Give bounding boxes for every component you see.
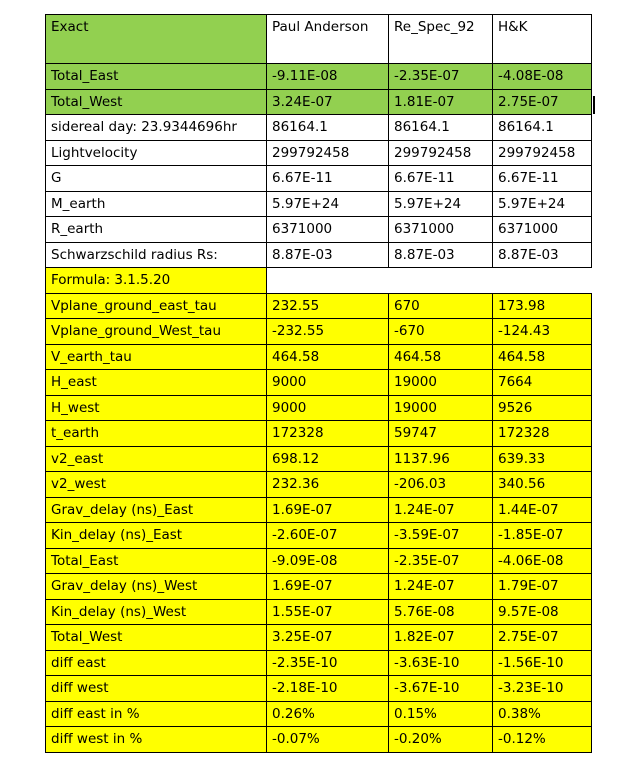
row-value-cell[interactable]: -1.85E-07 [493,523,592,549]
row-label-cell[interactable]: Lightvelocity [46,140,267,166]
row-value-cell[interactable]: 86164.1 [493,115,592,141]
row-value-cell[interactable]: 19000 [389,370,493,396]
row-value-cell[interactable]: 232.36 [267,472,389,498]
row-label-cell[interactable]: v2_east [46,446,267,472]
table-row [46,64,592,90]
table-row [46,115,592,141]
row-value-cell[interactable]: 6.67E-11 [267,166,389,192]
row-value-cell[interactable]: 5.76E-08 [389,599,493,625]
row-value-cell[interactable]: -124.43 [493,319,592,345]
row-value-cell[interactable]: 7664 [493,370,592,396]
table-row [46,548,592,574]
row-value-cell[interactable]: -2.35E-10 [267,650,389,676]
row-value-cell[interactable]: -2.18E-10 [267,676,389,702]
row-value-cell[interactable]: 59747 [389,421,493,447]
row-label-cell[interactable]: diff east in % [46,701,267,727]
row-value-cell[interactable]: 0.26% [267,701,389,727]
row-value-cell[interactable]: 5.97E+24 [493,191,592,217]
table-row [46,319,592,345]
row-value-cell[interactable]: 19000 [389,395,493,421]
table-row [46,140,592,166]
row-value-cell[interactable]: 9.57E-08 [493,599,592,625]
row-value-cell[interactable]: -206.03 [389,472,493,498]
table-row [46,523,592,549]
table-row [46,446,592,472]
row-value-cell[interactable]: -9.09E-08 [267,548,389,574]
row-value-cell[interactable]: 1.44E-07 [493,497,592,523]
table-row [46,293,592,319]
row-value-cell[interactable]: -3.67E-10 [389,676,493,702]
row-value-cell[interactable]: 9000 [267,395,389,421]
row-value-cell[interactable]: 5.97E+24 [267,191,389,217]
row-label-cell[interactable]: Schwarzschild radius Rs: [46,242,267,268]
row-value-cell[interactable]: -3.59E-07 [389,523,493,549]
row-label-cell[interactable]: diff west in % [46,727,267,753]
row-label-cell[interactable]: Vplane_ground_east_tau [46,293,267,319]
row-value-cell[interactable]: 1.24E-07 [389,497,493,523]
table-row [46,650,592,676]
row-value-cell[interactable]: 6371000 [493,217,592,243]
row-value-cell[interactable]: 8.87E-03 [493,242,592,268]
row-value-cell[interactable]: 5.97E+24 [389,191,493,217]
table-row [46,625,592,651]
row-label-cell[interactable]: diff west [46,676,267,702]
row-value-cell[interactable]: 9000 [267,370,389,396]
table-row [46,574,592,600]
row-value-cell[interactable]: 8.87E-03 [389,242,493,268]
row-label-cell[interactable]: H_west [46,395,267,421]
text-cursor [593,96,595,114]
row-value-cell[interactable]: 1.55E-07 [267,599,389,625]
header-column-hk[interactable]: H&K [493,15,592,64]
row-value-cell[interactable]: 86164.1 [389,115,493,141]
table-row [46,599,592,625]
table-row [46,395,592,421]
row-label-cell[interactable]: Formula: 3.1.5.20 [46,268,267,294]
row-value-cell[interactable]: -9.11E-08 [267,64,389,90]
table-row [46,268,592,294]
table-row [46,191,592,217]
row-value-cell[interactable]: -2.60E-07 [267,523,389,549]
row-value-cell [267,268,389,294]
row-value-cell[interactable]: 464.58 [389,344,493,370]
table-row [46,421,592,447]
row-value-cell[interactable]: 464.58 [267,344,389,370]
header-label-cell[interactable]: Exact [46,15,267,64]
row-value-cell[interactable]: -0.20% [389,727,493,753]
row-value-cell[interactable]: 1.79E-07 [493,574,592,600]
row-value-cell[interactable]: 8.87E-03 [267,242,389,268]
row-value-cell[interactable]: 3.25E-07 [267,625,389,651]
table-body [46,15,592,753]
row-value-cell[interactable]: 299792458 [493,140,592,166]
table-row [46,676,592,702]
row-value-cell[interactable]: 9526 [493,395,592,421]
row-value-cell[interactable]: 1137.96 [389,446,493,472]
table-row [46,472,592,498]
row-label-cell[interactable]: V_earth_tau [46,344,267,370]
row-value-cell[interactable]: -4.08E-08 [493,64,592,90]
row-value-cell[interactable]: 6.67E-11 [389,166,493,192]
row-value-cell[interactable]: 232.55 [267,293,389,319]
row-value-cell[interactable]: 464.58 [493,344,592,370]
row-value-cell[interactable]: 6371000 [389,217,493,243]
row-value-cell[interactable]: -0.07% [267,727,389,753]
row-value-cell[interactable]: -1.56E-10 [493,650,592,676]
row-value-cell[interactable]: 1.24E-07 [389,574,493,600]
row-value-cell[interactable]: -0.12% [493,727,592,753]
row-value-cell[interactable]: 299792458 [267,140,389,166]
row-value-cell [389,268,493,294]
row-value-cell [493,268,592,294]
row-label-cell[interactable]: Total_West [46,89,267,115]
row-value-cell[interactable]: 1.69E-07 [267,497,389,523]
row-value-cell[interactable]: 172328 [267,421,389,447]
table-row [46,370,592,396]
row-label-cell[interactable]: sidereal day: 23.9344696hr [46,115,267,141]
table-row [46,727,592,753]
row-value-cell[interactable]: 1.82E-07 [389,625,493,651]
row-value-cell[interactable]: -3.23E-10 [493,676,592,702]
row-label-cell[interactable]: Grav_delay (ns)_West [46,574,267,600]
table-row [46,344,592,370]
row-value-cell[interactable]: 172328 [493,421,592,447]
row-label-cell[interactable]: v2_west [46,472,267,498]
row-value-cell[interactable]: 2.75E-07 [493,625,592,651]
row-label-cell[interactable]: Kin_delay (ns)_West [46,599,267,625]
row-label-cell[interactable]: Grav_delay (ns)_East [46,497,267,523]
row-value-cell[interactable]: 698.12 [267,446,389,472]
row-value-cell[interactable]: 639.33 [493,446,592,472]
row-value-cell[interactable]: -2.35E-07 [389,548,493,574]
row-label-cell[interactable]: Total_West [46,625,267,651]
row-value-cell[interactable]: 0.15% [389,701,493,727]
table-row [46,89,592,115]
row-value-cell[interactable]: 299792458 [389,140,493,166]
row-label-cell[interactable]: Vplane_ground_West_tau [46,319,267,345]
table-row [46,497,592,523]
row-value-cell[interactable]: 3.24E-07 [267,89,389,115]
row-value-cell[interactable]: -232.55 [267,319,389,345]
row-label-cell[interactable]: M_earth [46,191,267,217]
header-column-re-spec-92[interactable]: Re_Spec_92 [389,15,493,64]
row-label-cell[interactable]: R_earth [46,217,267,243]
row-value-cell[interactable]: 86164.1 [267,115,389,141]
table-header-row [46,15,592,64]
row-label-cell[interactable]: H_east [46,370,267,396]
row-label-cell[interactable]: Total_East [46,64,267,90]
row-label-cell[interactable]: Total_East [46,548,267,574]
row-value-cell[interactable]: 670 [389,293,493,319]
row-label-cell[interactable]: Kin_delay (ns)_East [46,523,267,549]
row-value-cell[interactable]: -670 [389,319,493,345]
table-row [46,701,592,727]
row-value-cell[interactable]: -3.63E-10 [389,650,493,676]
row-label-cell[interactable]: G [46,166,267,192]
table-row [46,217,592,243]
table-row [46,166,592,192]
row-value-cell[interactable]: 6371000 [267,217,389,243]
row-label-cell[interactable]: diff east [46,650,267,676]
row-value-cell[interactable]: 2.75E-07 [493,89,592,115]
row-value-cell[interactable]: 173.98 [493,293,592,319]
data-table [45,14,592,753]
row-value-cell[interactable]: -2.35E-07 [389,64,493,90]
header-column-paul-anderson[interactable]: Paul Anderson [267,15,389,64]
row-value-cell[interactable]: -4.06E-08 [493,548,592,574]
row-value-cell[interactable]: 1.69E-07 [267,574,389,600]
row-value-cell[interactable]: 340.56 [493,472,592,498]
row-value-cell[interactable]: 6.67E-11 [493,166,592,192]
table-row [46,242,592,268]
row-value-cell[interactable]: 1.81E-07 [389,89,493,115]
row-label-cell[interactable]: t_earth [46,421,267,447]
row-value-cell[interactable]: 0.38% [493,701,592,727]
